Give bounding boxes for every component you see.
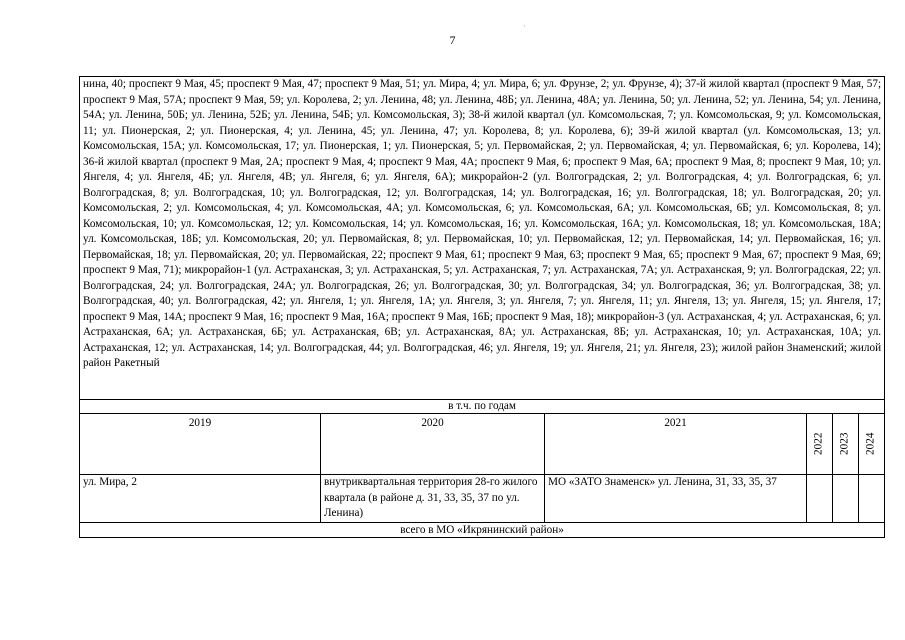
page-mark: · <box>523 22 526 31</box>
addresses-table <box>79 76 885 538</box>
cell-2022 <box>807 475 833 523</box>
years-header-row <box>80 414 885 475</box>
year-label-2023: 2023 <box>838 432 851 456</box>
cell-2021: МО «ЗАТО Знаменск» ул. Ленина, 31, 33, 35, 37 <box>545 475 807 523</box>
year-header-2022 <box>807 414 833 475</box>
year-header-2020: 2020 <box>321 414 545 475</box>
year-header-2023 <box>833 414 859 475</box>
cell-2024 <box>859 475 885 523</box>
addresses-text: нина, 40; проспект 9 Мая, 45; проспект 9 Мая, 47; проспект 9 Мая, 51; ул. Мира, 4; ул. Мира, 6; ул. Фрунзе, 2; ул. Фрунзе, 4); 37-й жилой квартал (проспект 9 Мая, 57; проспект 9 Мая, 57А; проспект 9 Мая, 59; ул. Королева, 2; ул. Ленина, 48; ул. Ленина, 48Б; ул. Ленина, 48А; ул. Ленина, 50; ул. Ленина, 52; ул. Ленина, 54; ул. Ленина, 54А; ул. Ленина, 50Б; ул. Ленина, 52Б; ул. Ленина, 54Б; ул. Комсомольская, 3); 38-й жилой квартал (ул. Комсомольская, 7; ул. Комсомольская, 9; ул. Комсомольская, 11; ул. Пионерская, 2; ул. Пионерская, 4; ул. Ленина, 45; ул. Ленина, 47; ул. Королева, 8; ул. Королева, 6); 39-й жилой квартал (ул. Комсомольская, 13; ул. Комсомольская, 15А; ул. Комсомольская, 17; ул. Пионерская, 1; ул. Пионерская, 5; ул. Первомайская, 2; ул. Первомайская, 4; ул. Первомайская, 6; ул. Королева, 14); 36-й жилой квартал (проспект 9 Мая, 2А; проспект 9 Мая, 4; проспект 9 Мая, 4А; проспект 9 Мая, 6; проспект 9 Мая, 6А; проспект 9 Мая, 8; проспект 9 Мая, 10; ул. Янгеля, 4; ул. Янгеля, 4Б; ул. Янгеля, 4В; ул. Янгеля, 6; ул. Янгеля, 6А); микрорайон-2 (ул. Волгоградская, 2; ул. Волгоградская, 4; ул. Волгоградская, 6; ул. Волгоградская, 8; ул. Волгоградская, 10; ул. Волгоградская, 12; ул. Волгоградская, 14; ул. Волгоградская, 16; ул. Волгоградская, 18; ул. Волгоградская, 20; ул. Комсомольская, 2; ул. Комсомольская, 4; ул. Комсомольская, 4А; ул. Комсомольская, 6; ул. Комсомольская, 6А; ул. Комсомольская, 6Б; ул. Комсомольская, 8; ул. Комсомольская, 10; ул. Комсомольская, 12; ул. Комсомольская, 14; ул. Комсомольская, 16; ул. Комсомольская, 16А; ул. Комсомольская, 18; ул. Комсомольская, 18А; ул. Комсомольская, 18Б; ул. Комсомольская, 20; ул. Первомайская, 8; ул. Первомайская, 10; ул. Первомайская, 12; ул. Первомайская, 14; ул. Первомайская, 16; ул. Первомайская, 18; ул. Первомайская, 20; ул. Первомайская, 22; проспект 9 Мая, 61; проспект 9 Мая, 63; проспект 9 Мая, 65; проспект 9 Мая, 67; проспект 9 Мая, 69; проспект 9 Мая, 71); микрорайон-1 (ул. Астраханская, 3; ул. Астраханская, 5; ул. Астраханская, 7; ул. Астраханская, 7А; ул. Астраханская, 9; ул. Волгоградская, 22; ул. Волгоградская, 24; ул. Волгоградская, 24А; ул. Волгоградская, 26; ул. Волгоградская, 30; ул. Волгоградская, 34; ул. Волгоградская, 36; ул. Волгоградская, 38; ул. Волгоградская, 40; ул. Волгоградская, 42; ул. Янгеля, 1; ул. Янгеля, 1А; ул. Янгеля, 3; ул. Янгеля, 7; ул. Янгеля, 11; ул. Янгеля, 13; ул. Янгеля, 15; ул. Янгеля, 17; проспект 9 Мая, 14А; проспект 9 Мая, 16; проспект 9 Мая, 16А; проспект 9 Мая, 16Б; проспект 9 Мая, 18); микрорайон-3 (ул. Астраханская, 4; ул. Астраханская, 6; ул. Астраханская, 6А; ул. Астраханская, 6Б; ул. Астраханская, 6В; ул. Астраханская, 8А; ул. Астраханская, 8Б; ул. Астраханская, 10; ул. Астраханская, 10А; ул. Астраханская, 12; ул. Астраханская, 14; ул. Волгоградская, 44; ул. Волгоградская, 46; ул. Янгеля, 19; ул. Янгеля, 21; ул. Янгеля, 23); жилой район Знаменский; жилой район Ракетный <box>80 77 885 400</box>
addresses-row <box>80 77 885 400</box>
cell-2020: внутриквартальная территория 28-го жилого квартала (в районе д. 31, 33, 35, 37 по ул. Ленина) <box>321 475 545 523</box>
year-header-2021: 2021 <box>545 414 807 475</box>
year-header-2024 <box>859 414 885 475</box>
total-row <box>80 522 885 537</box>
by-years-row <box>80 400 885 414</box>
table-row <box>80 475 885 523</box>
year-header-2019: 2019 <box>80 414 321 475</box>
year-label-2024: 2024 <box>864 432 877 456</box>
by-years-label: в т.ч. по годам <box>80 400 885 414</box>
total-label: всего в МО «Икрянинский район» <box>80 522 885 537</box>
page-number: 7 <box>449 33 456 47</box>
cell-2019: ул. Мира, 2 <box>80 475 321 523</box>
cell-2023 <box>833 475 859 523</box>
year-label-2022: 2022 <box>812 432 825 456</box>
